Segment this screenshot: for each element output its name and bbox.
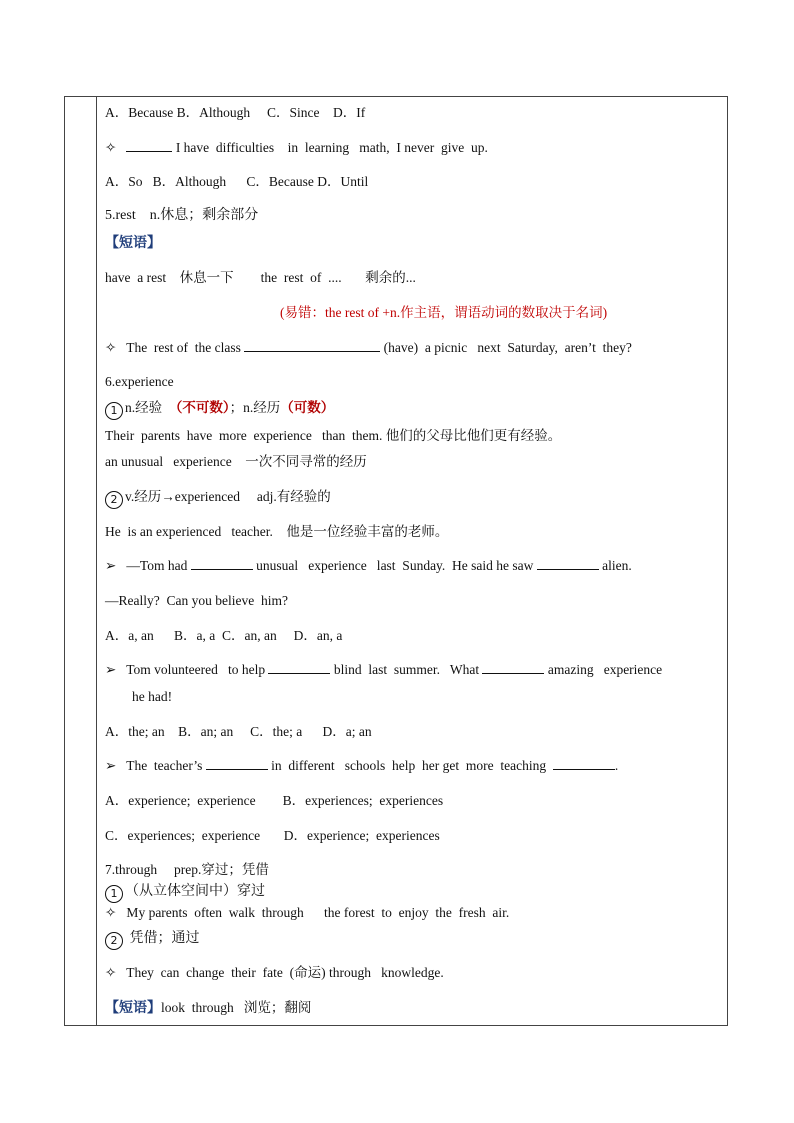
meaning-text: ；n.经历: [229, 400, 281, 415]
example-line-5: ✧ They can change their fate (命运) through knowledge.: [105, 965, 444, 980]
question-line-2: [105, 339, 722, 357]
blank: [191, 557, 253, 570]
question-text: amazing experience: [544, 662, 663, 677]
question-line-4: —Really? Can you believe him?: [105, 593, 288, 608]
meaning-line-4: [105, 929, 722, 950]
left-column: [65, 97, 97, 1025]
options-line-6: C．experiences; experience D．experience; experiences: [105, 828, 440, 843]
question-text: ➢ The teacher’s: [105, 758, 206, 773]
meaning-text: 凭借；通过: [125, 930, 200, 946]
blank: [268, 661, 330, 674]
question-line-6: he had!: [105, 689, 173, 704]
question-text: ✧ The rest of the class: [105, 340, 245, 355]
question-line-7: [105, 757, 722, 775]
question-text: unusual experience last Sunday. He said he saw: [252, 558, 537, 573]
blank: [482, 661, 544, 674]
blank: [553, 757, 615, 770]
meaning-text: n.经验: [125, 400, 169, 415]
question-line-3: [105, 557, 722, 575]
meaning-text: （从立体空间中）穿过: [125, 883, 265, 899]
phrase-line-2: [105, 999, 722, 1017]
circle-number-icon: 2: [105, 491, 123, 509]
question-text: alien.: [598, 558, 632, 573]
meaning-line-2: [105, 488, 722, 509]
meaning-line-3: [105, 882, 722, 903]
circle-number-icon: 1: [105, 885, 123, 903]
diamond-icon: ✧: [105, 140, 127, 155]
heading-experience: 6.experience: [105, 374, 174, 389]
question-text: blind last summer. What: [330, 662, 483, 677]
question-text: (have) a picnic next Saturday, aren’t they?: [380, 340, 632, 355]
question-text: in different schools help her get more teaching: [267, 758, 553, 773]
blank: [126, 139, 172, 152]
circle-number-icon: 1: [105, 402, 123, 420]
phrase-label: 【短语】: [105, 235, 161, 251]
countable-label: （可数）: [280, 400, 335, 415]
phrase-label: 【短语】: [105, 1000, 161, 1016]
example-line-3: He is an experienced teacher. 他是一位经验丰富的老师。: [105, 524, 449, 539]
options-line-1: A．Because B．Although C．Since D．If: [105, 105, 366, 120]
phrase-text: look through 浏览；翻阅: [161, 1000, 312, 1015]
options-line-3: A．a, an B．a, a C．an, an D．an, a: [105, 628, 343, 643]
options-line-5: A．experience; experience B．experiences; experiences: [105, 793, 444, 808]
meaning-text: v.经历→experienced adj.有经验的: [125, 489, 331, 504]
phrase-line: have a rest 休息一下 the rest of .... 剩余的...: [105, 270, 416, 285]
example-line-2: an unusual experience 一次不同寻常的经历: [105, 454, 367, 469]
example-line-4: ✧ My parents often walk through the forest to enjoy the fresh air.: [105, 905, 510, 920]
blank: [206, 757, 268, 770]
heading-rest: 5.rest n.休息；剩余部分: [105, 208, 259, 223]
options-line-2: A．So B．Although C．Because D．Until: [105, 174, 369, 189]
blank: [537, 557, 599, 570]
options-line-4: A．the; an B．an; an C．the; a D．a; an: [105, 724, 372, 739]
question-line-1: [105, 139, 722, 157]
question-line-5: [105, 661, 722, 679]
question-text: ➢ Tom volunteered to help: [105, 662, 269, 677]
question-text: ➢ —Tom had: [105, 558, 191, 573]
meaning-line-1: [105, 399, 722, 420]
blank: [244, 339, 380, 352]
question-text: .: [614, 758, 619, 773]
question-text: I have difficulties in learning math, I never give up.: [172, 140, 488, 155]
example-line-1: Their parents have more experience than them. 他们的父母比他们更有经验。: [105, 428, 562, 443]
uncountable-label: （不可数）: [168, 400, 230, 415]
circle-number-icon: 2: [105, 932, 123, 950]
error-note: (易错：the rest of +n.作主语，谓语动词的数取决于名词): [280, 305, 608, 320]
heading-through: 7.through prep.穿过；凭借: [105, 862, 269, 877]
